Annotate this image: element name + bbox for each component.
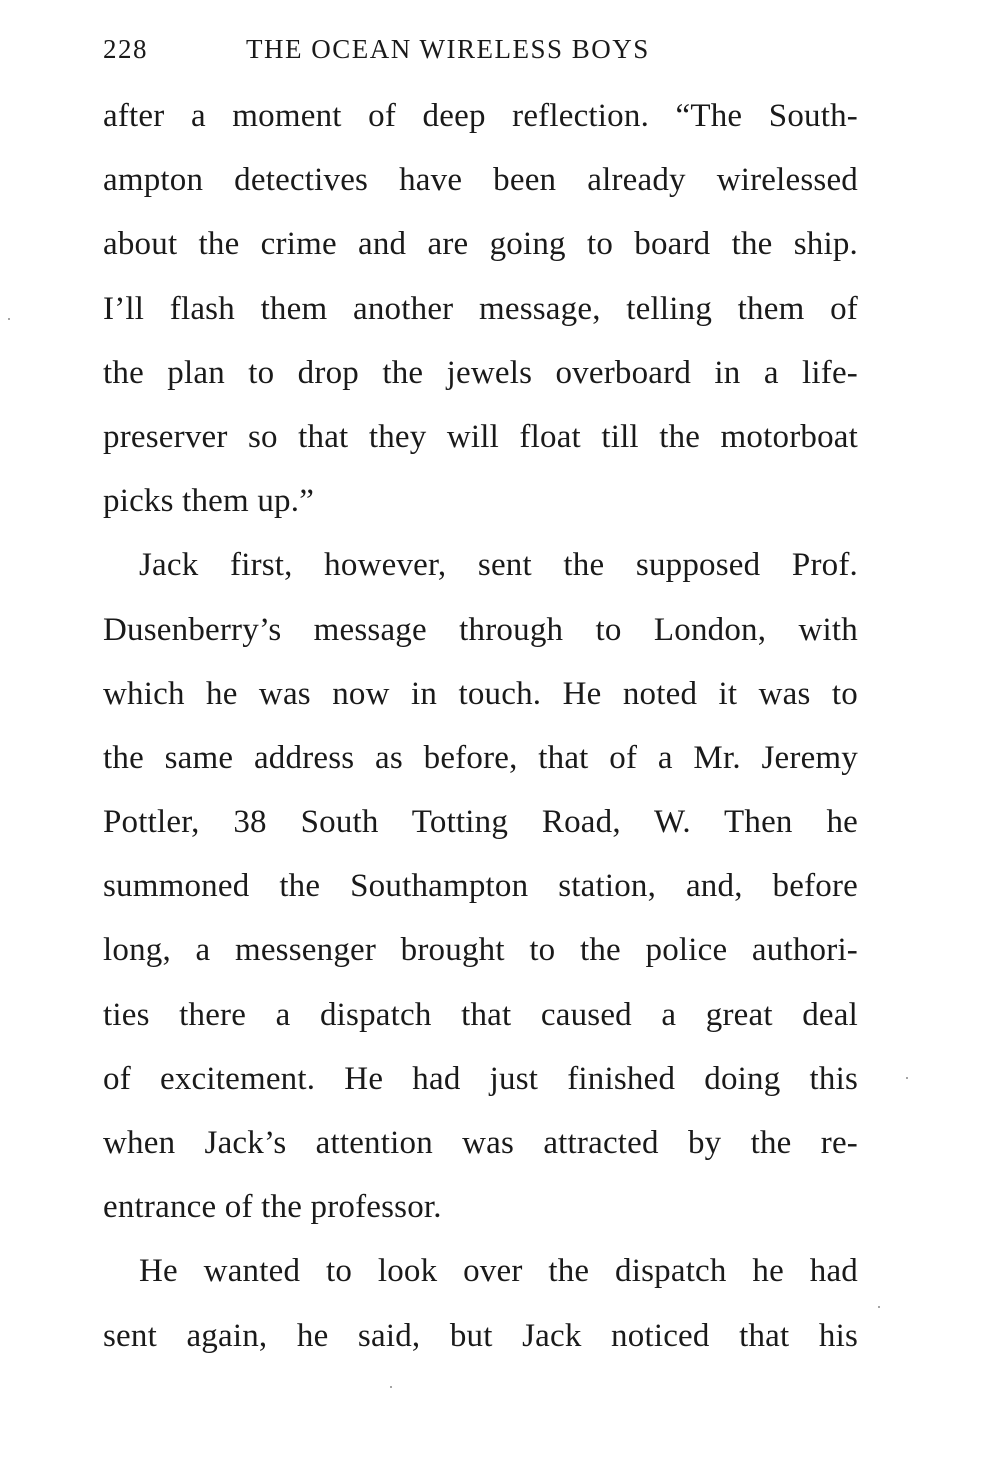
text-line: I’ll flash them another message, telling them of [103,290,858,327]
text-line: picks them up.” [103,483,315,520]
paragraph-start-line: He wanted to look over the dispatch he had [139,1253,858,1290]
text-line: summoned the Southampton station, and, before [103,868,858,905]
text-line: entrance of the professor. [103,1189,442,1226]
running-title: THE OCEAN WIRELESS BOYS [246,34,650,64]
text-line: sent again, he said, but Jack noticed that his [103,1317,858,1354]
text-line: long, a messenger brought to the police authori- [103,932,858,969]
text-line: Pottler, 38 South Totting Road, W. Then he [103,804,858,841]
text-line: ampton detectives have been already wirelessed [103,162,858,199]
text-line: preserver so that they will float till the motorboat [103,418,858,455]
text-line: after a moment of deep reflection. “The South- [103,98,858,134]
running-head [103,34,863,74]
scan-speck [906,1077,908,1079]
text-line: of excitement. He had just finished doing this [103,1060,858,1097]
text-line: the same address as before, that of a Mr. Jeremy [103,739,858,776]
text-line: the plan to drop the jewels overboard in a life- [103,354,858,391]
body-text [103,84,858,1368]
scan-speck [878,1306,880,1308]
scan-speck [390,1386,392,1388]
text-line: when Jack’s attention was attracted by the re- [103,1125,858,1161]
text-line: which he was now in touch. He noted it was to [103,675,858,712]
text-line: about the crime and are going to board the ship. [103,226,858,263]
text-line: ties there a dispatch that caused a great deal [103,996,858,1033]
paragraph-start-line: Jack first, however, sent the supposed Prof. [139,547,858,584]
scan-speck [8,318,10,320]
text-line: Dusenberry’s message through to London, with [103,611,858,648]
page-number: 228 [103,34,148,64]
